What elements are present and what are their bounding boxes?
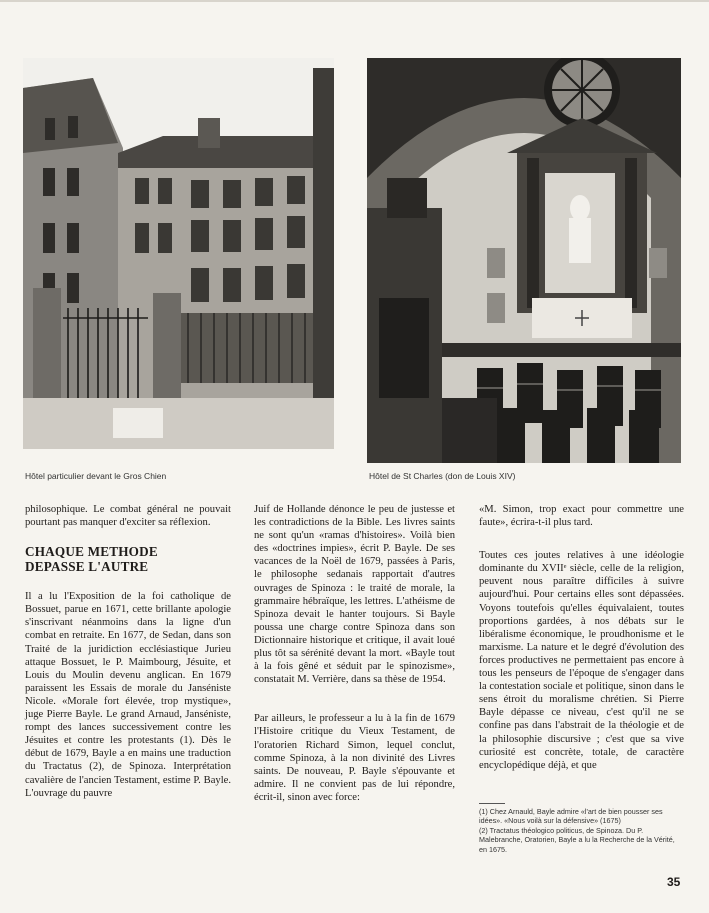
col3-paragraph-2: Toutes ces joutes relatives à une idéologie dominante du XVIIᵉ siècle, celle de la religion, peuvent nous paraître difficiles à suivre aujourd'hui. Pour certains elles sont dépassées. Voyons toutefois qu'elles équivalaient, toutes proportions gardées, à nos débats sur le libéralisme économique, le proudhonisme et le marxisme. La nature et le degré d'évolution des forces productives ne permettaient pas encore à tous les penseurs de l'époque de s'engager dans la contestation sociale et politique, sinon dans le sens étroit du moralisme chrétien. Si Pierre Bayle dépasse ce niveau, c'est qu'il ne se confine pas dans l'abstrait de la théologie et de la philosophie discursive ; c'est que sa vive curiosité est concrète, totale, de caractère encyclopédique déjà, et que <box>479 550 684 771</box>
section-heading <box>25 545 231 574</box>
page-number: 35 <box>667 875 681 889</box>
footnote-2: (2) Tractatus théologico politicus, de Spinoza. Du P. Malebranche, Oratorien, Bayle a lu la Recherche de la Vérité, en 1675. <box>479 825 675 854</box>
col2-paragraph-1: Juif de Hollande dénonce le peu de justesse et les contradictions de la Bible. Les livres saints ne sont qu'un «ramas d'histoires». Voilà bien des «doctrines impies», écrit P. Bayle. De ses vacances de la Noël de 1679, passées à Paris, le philosophe sedanais rapportait d'autres ouvrages de Spinoza : le traité de morale, la grammaire hébraïque, les lettres. L'athéisme de Spinoza devait le hanter toujours. Si Bayle poussa une charge contre Spinoza dans son Dictionnaire historique et critique, il avait loué plus tôt sa sérénité devant la mort. «Bayle tout à la fois gêné et séduit par le spinozisme», constatait M. Verrière, dans sa thèse de 1954. <box>254 504 455 686</box>
heading-line-2: DEPASSE L'AUTRE <box>25 558 149 574</box>
right-photo-caption: Hôtel de St Charles (don de Louis XIV) <box>369 471 516 481</box>
col1-paragraph-2: Il a lu l'Exposition de la foi catholique de Bossuet, parue en 1671, cette brillante apologie s'inscrivant néanmoins dans la ligne d'un combat en retraite. En 1677, de Sedan, dans son Traité de la juridiction ecclésiastique Jurieu attaque Bossuet, le P. Maimbourg, Jésuite, et Louis du Moulin devenu anglican. En 1679 paraissent les Essais de morale du Janséniste Nicole. «Morale fort élevée, trop mystique», juge Pierre Bayle. Le grand Arnaud, Janséniste, rompt des lances successivement contre les Jésuites et contre les protestants (1). Dès le début de 1679, Bayle a en mains une traduction du Tractatus (2), de Spinoza. Interprétation cavalière de l'ancien Testament, estime P. Bayle. L'ouvrage du pauvre <box>25 591 231 799</box>
col1-paragraph-1: philosophique. Le combat général ne pouvait pourtant pas manquer d'exciter sa réflexion. <box>25 504 231 529</box>
heading-line-1: CHAQUE METHODE <box>25 544 158 560</box>
footnote-rule <box>479 803 505 804</box>
column-2 <box>254 503 455 817</box>
footnote-1: (1) Chez Arnauld, Bayle admire «l'art de bien pousser ses idées». «Nous voilà sur la défensive» (1675) <box>479 807 663 826</box>
top-border <box>0 0 709 2</box>
left-photo-caption: Hôtel particulier devant le Gros Chien <box>25 471 167 481</box>
column-1 <box>25 503 231 813</box>
footnotes <box>479 803 684 854</box>
photo-hotel-st-charles <box>367 58 681 463</box>
col3-paragraph-1: «M. Simon, trop exact pour commettre une faute», écrira-t-il plus tard. <box>479 504 684 529</box>
photo-hotel-gros-chien <box>23 58 334 449</box>
column-3 <box>479 503 684 785</box>
col2-paragraph-2: Par ailleurs, le professeur a lu à la fin de 1679 l'Histoire critique du Vieux Testament, de l'oratorien Richard Simon, lequel conclut, comme Spinoza, à la non divinité des Livres saints. De nouveau, P. Bayle s'épouvante et admire. Il ne convient pas de lui répondre, écrit-il, sinon avec force: <box>254 713 455 803</box>
